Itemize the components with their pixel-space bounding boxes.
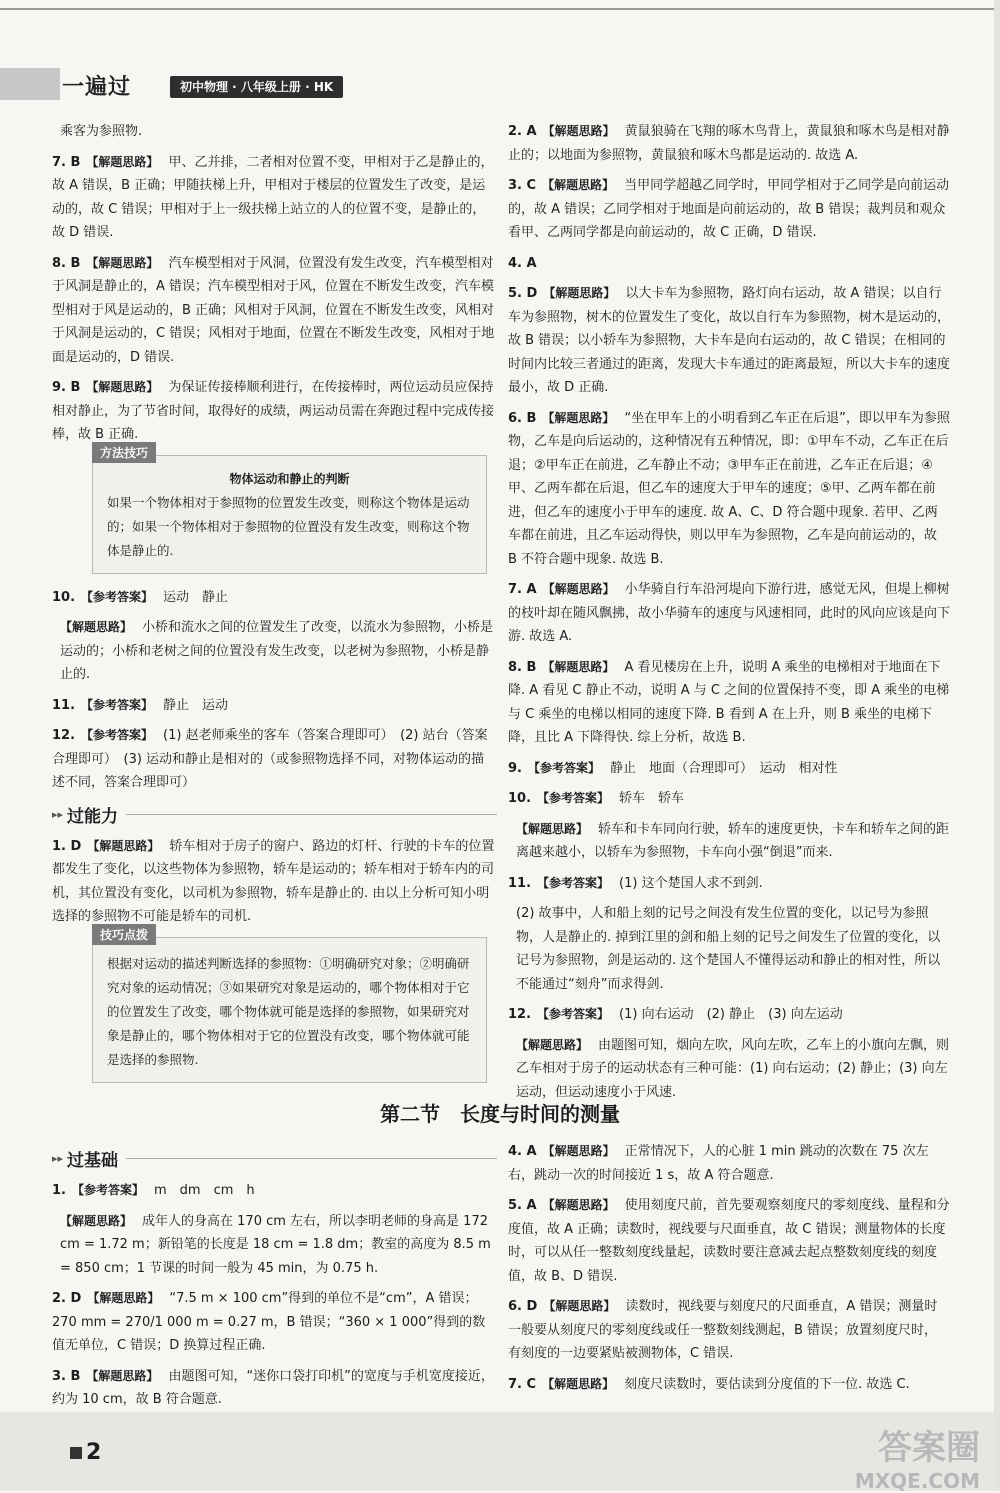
answer-text: 静止 地面（合理即可） 运动 相对性 bbox=[610, 760, 838, 776]
page-square-icon bbox=[70, 1447, 82, 1459]
answer-item bbox=[508, 252, 950, 276]
section-header-guonengli bbox=[52, 802, 497, 827]
question-number: 10. bbox=[508, 791, 532, 806]
answer-text: “7.5 m × 100 cm”得到的单位不是“cm”，A 错误；270 mm = 270/1 000 m = 0.27 m，B 错误；“360 × 1 000”得到的数值无单位，C 错误；D 换算过程正确. bbox=[52, 1291, 486, 1353]
answer-item bbox=[508, 818, 950, 865]
answer-list bbox=[508, 1140, 950, 1396]
question-number: 11. bbox=[52, 697, 76, 713]
answer-item bbox=[52, 616, 497, 687]
answer-item bbox=[508, 902, 950, 996]
answer-text: 为保证传接棒顺利进行，在传接棒时，两位运动员应保持相对静止，为了节省时间，取得好的成绩，两运动员需在奔跑过程中完成传接棒，故 B 正确. bbox=[52, 380, 495, 442]
answer-item bbox=[52, 151, 497, 245]
section-heading: 过基础 bbox=[67, 1151, 119, 1171]
footer-band bbox=[0, 1412, 1000, 1491]
answer-text: 黄鼠狼骑在飞翔的啄木鸟背上，黄鼠狼和啄木鸟是相对静止的；以地面为参照物，黄鼠狼和啄木鸟都是运动的. 故选 A. bbox=[508, 124, 950, 163]
book-tag: 初中物理 · 八年级上册 · HK bbox=[170, 76, 343, 98]
watermark-url: MXQE.COM bbox=[854, 1469, 980, 1493]
question-number: 8. B bbox=[508, 659, 537, 675]
answer-item bbox=[508, 578, 950, 649]
section-rule bbox=[126, 1158, 497, 1159]
answer-item bbox=[52, 120, 497, 144]
answer-label: 【解题思路】 bbox=[87, 1291, 160, 1305]
question-number: 11. bbox=[508, 875, 532, 891]
answer-item bbox=[508, 872, 950, 896]
answer-text: 读数时，视线要与刻度尺的尺面垂直，A 错误；测量时一般要从刻度尺的零刻度线或任一整数刻线测起，B 错误；放置刻度尺时，有刻度的一边要紧贴被测物体，C 错误. bbox=[508, 1299, 938, 1361]
tip-text: 如果一个物体相对于参照物的位置发生改变，则称这个物体是运动的；如果一个物体相对于参照物的位置没有发生改变，则称这个物体是静止的. bbox=[107, 494, 470, 558]
watermark bbox=[855, 1420, 980, 1493]
answer-label: 【解题思路】 bbox=[86, 154, 159, 169]
book-logo: 一遍过 bbox=[62, 75, 132, 100]
answer-text: (1) 赵老师乘坐的客车（答案合理即可） (2) 站台（答案合理即可） (3) 运动和静止是相对的（或参照物选择不同，对物体运动的描述不同，答案合理即可） bbox=[52, 728, 488, 790]
page-header bbox=[0, 0, 1000, 110]
answer-label: 【解题思路】 bbox=[543, 286, 616, 300]
method-tip-box bbox=[92, 445, 487, 574]
answer-text: 由题图可知，烟向左吹，风向左吹，乙车上的小旗向左飘，则乙车相对于房子的运动状态有三种可能：(1) 向右运动；(2) 静止；(3) 向左运动，但运动速度小于风速. bbox=[516, 1037, 950, 1100]
answer-text: 静止 运动 bbox=[163, 697, 229, 713]
answer-label: 【解题思路】 bbox=[542, 124, 615, 138]
answer-label: 【解题思路】 bbox=[542, 410, 615, 425]
answer-item bbox=[52, 1210, 497, 1281]
section-header-guojichu bbox=[52, 1146, 497, 1171]
answer-label: 【参考答案】 bbox=[537, 875, 610, 890]
answer-label: 【解题思路】 bbox=[60, 620, 133, 634]
answer-label: 【解题思路】 bbox=[87, 838, 160, 853]
answer-text: 运动 静止 bbox=[163, 589, 229, 605]
answer-label: 【解题思路】 bbox=[60, 1213, 133, 1228]
answer-text: 轿车 轿车 bbox=[619, 791, 685, 806]
question-number: 2. D bbox=[52, 1291, 82, 1306]
answer-text: 正常情况下，人的心脏 1 min 跳动的次数在 75 次左右，跳动一次的时间接近 1 s，故 A 符合题意. bbox=[508, 1144, 929, 1183]
answer-item bbox=[52, 1365, 497, 1412]
answer-label: 【参考答案】 bbox=[81, 589, 154, 604]
section-mark-icon: ▸▸ bbox=[52, 1152, 64, 1165]
answer-text: m dm cm h bbox=[154, 1183, 255, 1198]
answer-item bbox=[508, 282, 950, 400]
answer-label: 【参考答案】 bbox=[81, 728, 154, 742]
answer-item bbox=[508, 1003, 950, 1027]
question-number: 9. bbox=[508, 760, 522, 776]
page-number-text: 2 bbox=[86, 1440, 102, 1465]
tip-tag: 方法技巧 bbox=[92, 442, 156, 463]
section-heading: 过能力 bbox=[67, 806, 119, 827]
answer-item bbox=[508, 1373, 950, 1397]
answer-item bbox=[508, 1295, 950, 1366]
answer-text: 刻度尺读数时，要估读到分度值的下一位. 故选 C. bbox=[624, 1376, 910, 1392]
answer-list bbox=[508, 120, 950, 1104]
answer-label: 【解题思路】 bbox=[543, 1299, 616, 1313]
answer-label: 【解题思路】 bbox=[86, 1368, 159, 1383]
answer-text: 甲、乙并排，二者相对位置不变，甲相对于乙是静止的，故 A 错误，B 正确；甲随扶梯上升，甲相对于楼层的位置发生了改变，是运动的，故 C 错误；甲相对于上一级扶梯上站立的人的位置不变，是静止的，故 D 错误. bbox=[52, 154, 494, 240]
answer-text: 由题图可知，“迷你口袋打印机”的宽度与手机宽度接近，约为 10 cm，故 B 符合题意. bbox=[52, 1368, 494, 1407]
question-number: 9. B bbox=[52, 380, 81, 395]
answer-label: 【解题思路】 bbox=[542, 582, 615, 596]
answer-item bbox=[508, 656, 950, 750]
answer-list bbox=[52, 1179, 497, 1412]
answer-label: 【解题思路】 bbox=[86, 380, 159, 394]
answer-item bbox=[52, 835, 497, 929]
page-edge bbox=[994, 0, 1000, 1491]
question-number: 12. bbox=[52, 728, 76, 743]
answer-item bbox=[52, 1287, 497, 1358]
answer-label: 【解题思路】 bbox=[86, 255, 159, 270]
answer-text: (1) 这个楚国人求不到剑. bbox=[619, 875, 763, 891]
answer-item bbox=[508, 1140, 950, 1187]
top-rule bbox=[0, 8, 1000, 10]
tip-title: 物体运动和静止的判断 bbox=[229, 471, 350, 486]
answer-text: “坐在甲车上的小明看到乙车正在后退”，即以甲车为参照物，乙车是向后运动的，这种情况有五种情况，即：①甲车不动，乙车正在后退；②甲车正在前进，乙车静止不动；③甲车正在前进，乙车正在后退；④甲、乙两车都在后退，但乙车的速度大于甲车的速度；⑤甲、乙两车都在前进，但乙车的速度小于甲车的速度. 故 A、C、D 符合题中现象. 若甲、乙两车都在前进，且乙车运动得快，则以甲车为参照物，乙车是向前运动的，故 B 不符合题中现象. 故选 B. bbox=[508, 410, 950, 567]
page-number bbox=[70, 1440, 101, 1465]
section-title: 第二节 长度与时间的测量 bbox=[380, 1102, 620, 1126]
left-column-bottom bbox=[52, 1140, 497, 1419]
answer-item bbox=[52, 694, 497, 718]
tip-tag: 技巧点拨 bbox=[92, 924, 156, 945]
question-number: 6. D bbox=[508, 1299, 538, 1314]
question-number: 7. C bbox=[508, 1376, 537, 1392]
watermark-logo: 答案圈 bbox=[878, 1428, 980, 1468]
right-column-bottom bbox=[508, 1140, 950, 1403]
header-band bbox=[0, 68, 60, 100]
answer-text: (2) 故事中，人和船上刻的记号之间没有发生位置的变化，以记号为参照物，人是静止的. 掉到江里的剑和船上刻的记号之间发生了位置的变化，以记号为参照物，剑是运动的. 这个楚国人不懂得运动和静止的相对性，所以不能通过“刻舟”而求得剑. bbox=[516, 906, 941, 992]
question-number: 1. bbox=[52, 1183, 66, 1198]
answer-text: 汽车模型相对于风洞，位置没有发生改变，汽车模型相对于风洞是静止的，A 错误；汽车模型相对于风，位置在不断发生改变，汽车模型相对于风是运动的，B 正确；风相对于风洞，位置在不断发生改变，风相对于风洞是运动的，C 错误；风相对于地面，位置在不断发生改变，风相对于地面是运动的，D 错误. bbox=[52, 255, 495, 365]
answer-text: 轿车和卡车同向行驶，轿车的速度更快，卡车和轿车之间的距离越来越小，以轿车为参照物，卡车向小强“倒退”而来. bbox=[516, 821, 950, 860]
answer-text: A 看见楼房在上升，说明 A 乘坐的电梯相对于地面在下降. A 看见 C 静止不动，说明 A 与 C 之间的位置保持不变，即 A 乘坐的电梯与 C 乘坐的电梯以相同的速度下降. B 看到 A 在上升，则 B 乘坐的电梯下降，且比 A 下降得快. 综上分析，故选 B. bbox=[508, 659, 950, 745]
answer-text: 轿车相对于房子的窗户、路边的灯杆、行驶的卡车的位置都发生了变化，以这些物体为参照物，轿车是运动的；轿车相对于轿车内的司机，其位置没有变化，以司机为参照物，轿车是静止的. 由以上分析可知小明选择的参照物不可能是轿车的司机. bbox=[52, 838, 495, 924]
answer-label: 【解题思路】 bbox=[542, 659, 615, 674]
answer-text: 使用刻度尺前，首先要观察刻度尺的零刻度线、量程和分度值，故 A 正确；读数时，视线要与尺面垂直，故 C 错误；测量物体的长度时，可以从任一整数刻度线量起，读数时要注意减去起点整数刻度线的刻度值，故 B、D 错误. bbox=[508, 1198, 950, 1284]
question-number: 5. D bbox=[508, 286, 538, 301]
question-number: 5. A bbox=[508, 1198, 537, 1213]
skill-tip-box bbox=[92, 927, 487, 1083]
answer-item bbox=[52, 1179, 497, 1203]
answer-label: 【解题思路】 bbox=[516, 1037, 589, 1052]
answer-label: 【解题思路】 bbox=[516, 821, 589, 836]
answer-label: 【参考答案】 bbox=[527, 760, 600, 775]
answer-item bbox=[508, 757, 950, 781]
answer-label: 【解题思路】 bbox=[542, 178, 615, 192]
answer-label: 【解题思路】 bbox=[542, 1144, 615, 1158]
section-rule bbox=[126, 814, 497, 815]
answer-item bbox=[508, 407, 950, 572]
question-number: 4. A bbox=[508, 1144, 537, 1159]
section-mark-icon: ▸▸ bbox=[52, 807, 64, 821]
question-number: 1. D bbox=[52, 838, 82, 854]
answer-label: 【参考答案】 bbox=[71, 1183, 144, 1197]
answer-text: (1) 向右运动 (2) 静止 (3) 向左运动 bbox=[619, 1007, 843, 1022]
answer-label: 【参考答案】 bbox=[81, 697, 154, 712]
answer-list bbox=[52, 120, 497, 447]
answer-text: 乘客为参照物. bbox=[60, 124, 143, 139]
question-number: 12. bbox=[508, 1007, 532, 1022]
answer-item bbox=[52, 376, 497, 447]
answer-item bbox=[52, 586, 497, 610]
answer-item bbox=[52, 252, 497, 370]
answer-list bbox=[52, 835, 497, 929]
question-number: 3. B bbox=[52, 1368, 81, 1384]
answer-text: 以大卡车为参照物，路灯向右运动，故 A 错误；以自行车为参照物，树木的位置发生了变化，故以自行车为参照物，树木是运动的，故 B 错误；以小轿车为参照物，大卡车是向右运动的，故 C 错误；在相同的时间内比较三者通过的距离，发现大卡车通过的距离最短，所以大卡车的速度最小，故 D 正确. bbox=[508, 286, 951, 395]
answer-text: 小华骑自行车沿河堤向下游行进，感觉无风，但堤上柳树的枝叶却在随风飘拂，故小华骑车的速度与风速相同，此时的风向应该是向下游. 故选 A. bbox=[508, 582, 951, 644]
left-column-top bbox=[52, 120, 497, 1095]
answer-item bbox=[508, 787, 950, 811]
question-number: 10. bbox=[52, 589, 76, 605]
answer-text: 小桥和流水之间的位置发生了改变，以流水为参照物，小桥是运动的；小桥和老树之间的位置没有发生改变，以老树为参照物，小桥是静止的. bbox=[60, 620, 494, 682]
tip-text: 根据对运动的描述判断选择的参照物：①明确研究对象；②明确研究对象的运动情况；③如果研究对象是运动的，哪个物体相对于它的位置发生了改变，哪个物体就可能是选择的参照物，如果研究对象是静止的，哪个物体相对于它的位置没有改变，哪个物体就可能是选择的参照物. bbox=[107, 955, 470, 1067]
answer-label: 【解题思路】 bbox=[542, 1376, 615, 1391]
question-number: 7. A bbox=[508, 582, 537, 597]
answer-item bbox=[508, 174, 950, 245]
answer-text: 当甲同学超越乙同学时，甲同学相对于乙同学是向前运动的，故 A 错误；乙同学相对于地面是向前运动的，故 B 错误；裁判员和观众看甲、乙两同学都是向前运动的，故 C 正确，D 错误. bbox=[508, 178, 950, 240]
right-column-top bbox=[508, 120, 950, 1111]
question-number: 2. A bbox=[508, 124, 537, 139]
answer-label: 【参考答案】 bbox=[537, 1007, 610, 1021]
question-number: 8. B bbox=[52, 255, 81, 271]
answer-item bbox=[508, 1194, 950, 1288]
answer-item bbox=[508, 1034, 950, 1105]
question-number: 4. A bbox=[508, 255, 537, 271]
answer-list bbox=[52, 586, 497, 795]
answer-item bbox=[508, 120, 950, 167]
answer-label: 【参考答案】 bbox=[537, 791, 610, 805]
answer-label: 【解题思路】 bbox=[542, 1198, 615, 1212]
question-number: 7. B bbox=[52, 154, 81, 170]
question-number: 6. B bbox=[508, 410, 537, 426]
answer-text: 成年人的身高在 170 cm 左右，所以李明老师的身高是 172 cm = 1.72 m；新铅笔的长度是 18 cm = 1.8 dm；教室的高度为 8.5 m = 850 cm；1 节课的时间一般为 45 min，为 0.75 h. bbox=[60, 1213, 491, 1276]
question-number: 3. C bbox=[508, 178, 537, 193]
answer-item bbox=[52, 724, 497, 795]
